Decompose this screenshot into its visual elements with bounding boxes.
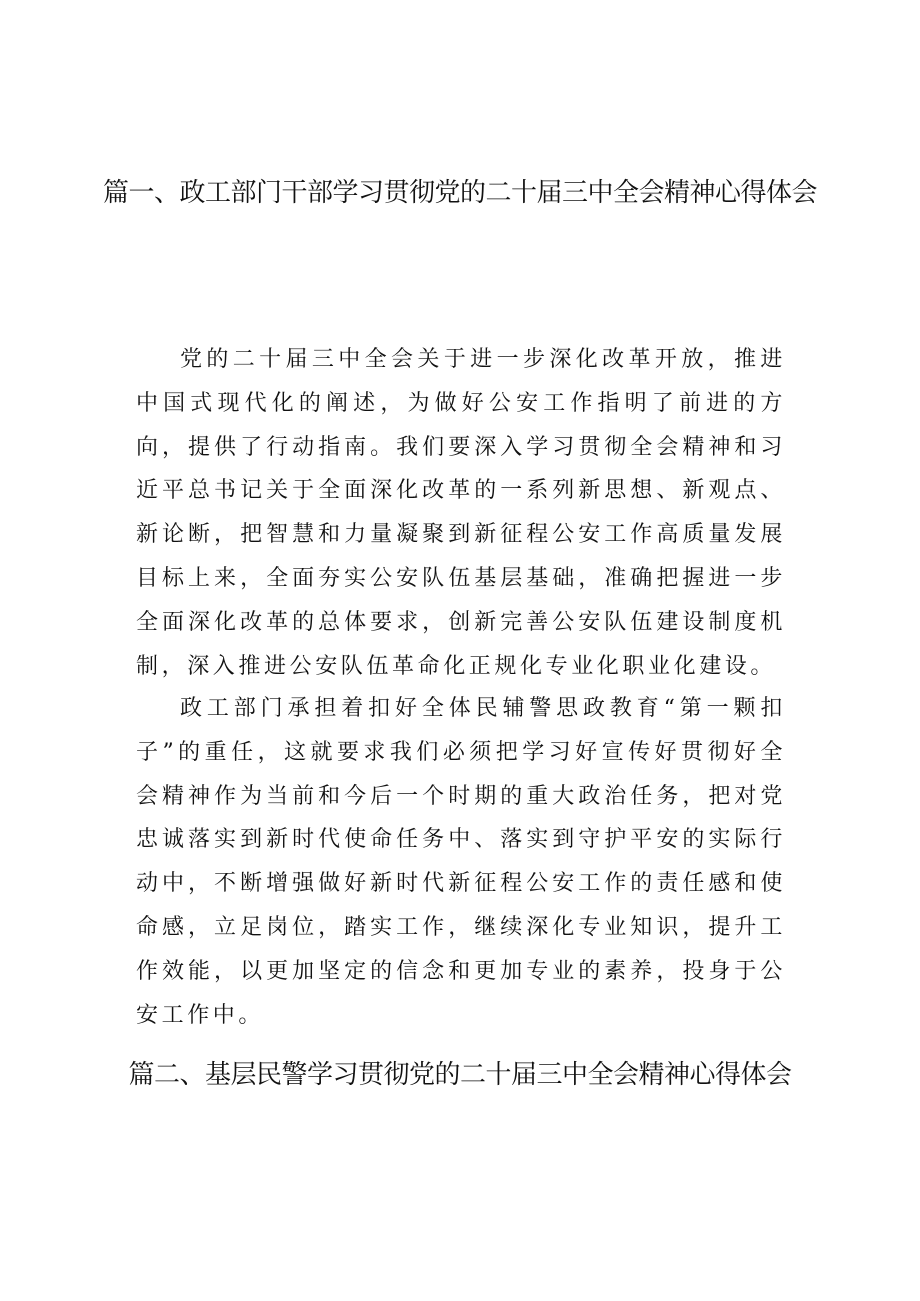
- section-1-paragraph-2: 政工部门承担着扣好全体民辅警思政教育“第一颗扣子”的重任，这就要求我们必须把学习好宣传好贯彻好全会精神作为当前和今后一个时期的重大政治任务，把对党忠诚落实到新时代使命任务中、落实到守护平安的实际行动中，不断增强做好新时代新征程公安工作的责任感和使命感，立足岗位，踏实工作，继续深化专业知识，提升工作效能，以更加坚定的信念和更加专业的素养，投身于公安工作中。: [136, 696, 786, 1028]
- section-2-title: 篇二、基层民警学习贯彻党的二十届三中全会精神心得体会: [128, 1060, 792, 1090]
- section-1-title: 篇一、政工部门干部学习贯彻党的二十届三中全会精神心得体会: [102, 178, 817, 208]
- section-1-paragraph-1: 党的二十届三中全会关于进一步深化改革开放，推进中国式现代化的阐述，为做好公安工作指明了前进的方向，提供了行动指南。我们要深入学习贯彻全会精神和习近平总书记关于全面深化改革的一系列新思想、新观点、新论断，把智慧和力量凝聚到新征程公安工作高质量发展目标上来，全面夯实公安队伍基层基础，准确把握进一步全面深化改革的总体要求，创新完善公安队伍建设制度机制，深入推进公安队伍革命化正规化专业化职业化建设。: [136, 347, 786, 679]
